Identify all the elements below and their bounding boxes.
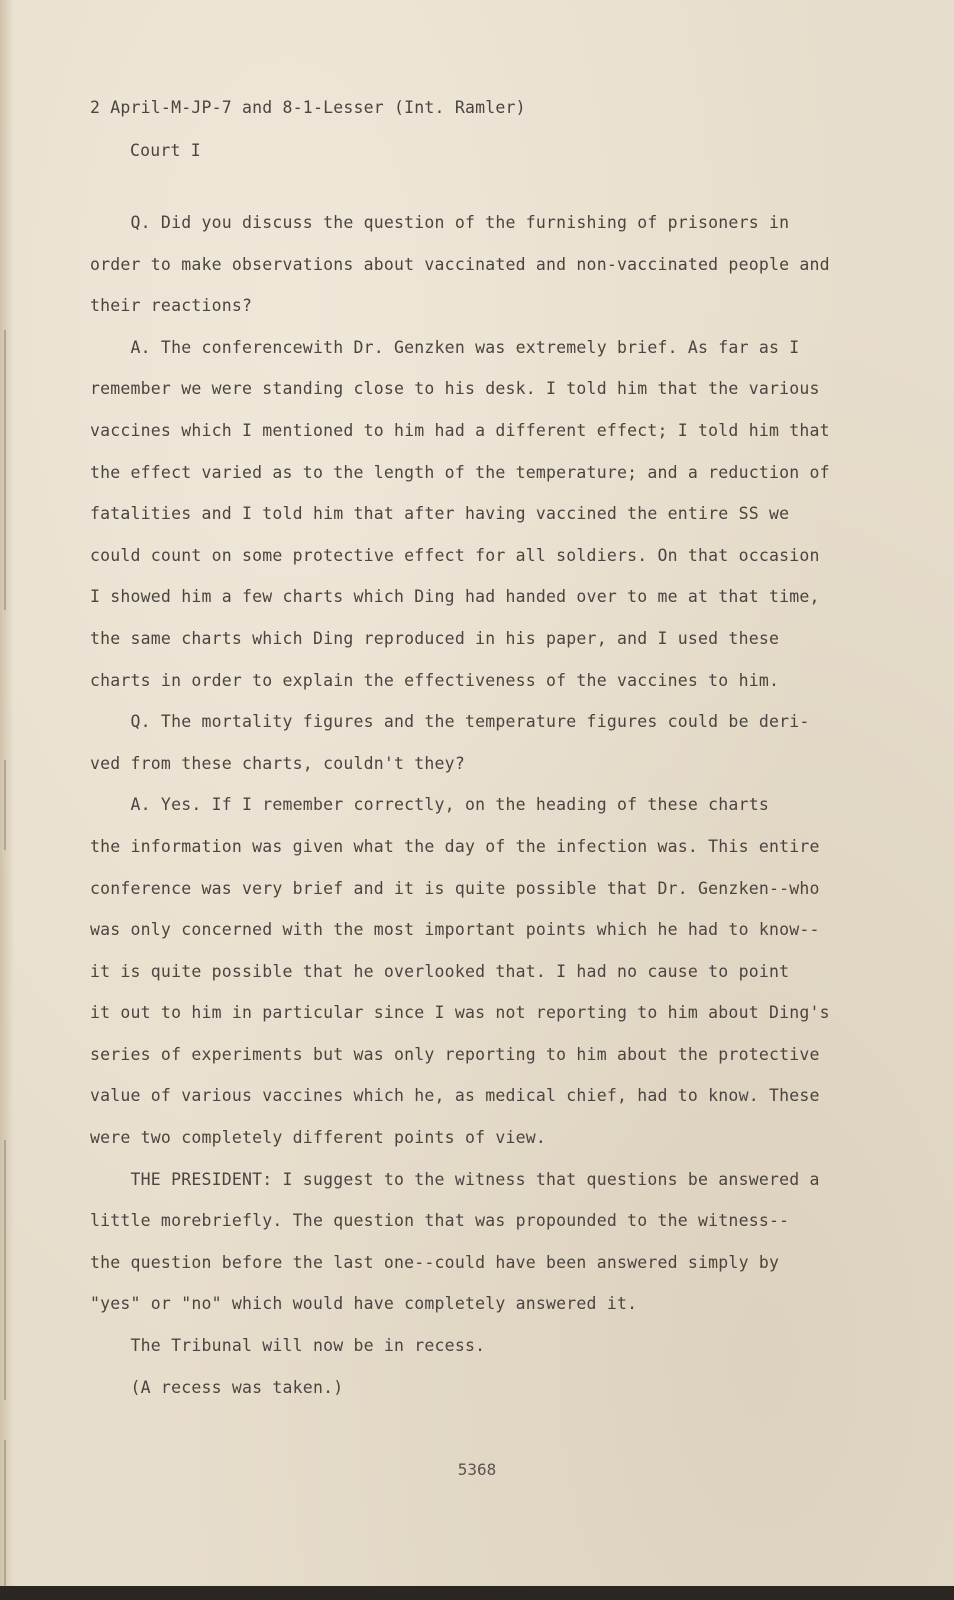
transcript-line: "yes" or "no" which would have completely answered it. — [90, 1294, 638, 1314]
transcript-line: the information was given what the day of the infection was. This entire — [90, 836, 820, 856]
transcript-body — [90, 202, 842, 1408]
transcript-line: (A recess was taken.) — [90, 1377, 344, 1397]
page-number: 5368 — [457, 1460, 497, 1479]
transcript-line: I showed him a few charts which Ding had handed over to me at that time, — [90, 587, 820, 607]
transcript-line: were two completely different points of view. — [90, 1128, 547, 1148]
header-reference: 2 April-M-JP-7 and 8-1-Lesser (Int. Ramler) — [90, 98, 526, 117]
transcript-line: the effect varied as to the length of the temperature; and a reduction of — [90, 462, 830, 482]
transcript-line: fatalities and I told him that after having vaccined the entire SS we — [90, 504, 790, 524]
transcript-line: charts in order to explain the effectiveness of the vaccines to him. — [90, 670, 780, 690]
transcript-line: conference was very brief and it is quite possible that Dr. Genzken--who — [90, 878, 820, 898]
transcript-line: A. The conferencewith Dr. Genzken was extremely brief. As far as I — [90, 337, 800, 357]
transcript-line: THE PRESIDENT: I suggest to the witness that questions be answered a — [90, 1169, 820, 1189]
paper-edge-mark — [4, 330, 6, 610]
transcript-line: was only concerned with the most important points which he had to know-- — [90, 920, 820, 940]
transcript-line: it out to him in particular since I was not reporting to him about Ding's — [90, 1003, 830, 1023]
transcript-line: could count on some protective effect for all soldiers. On that occasion — [90, 545, 820, 565]
paper-left-edge — [0, 0, 14, 1600]
transcript-line: the same charts which Ding reproduced in his paper, and I used these — [90, 628, 780, 648]
transcript-line: ved from these charts, couldn't they? — [90, 753, 465, 773]
paper-edge-mark — [4, 1140, 6, 1400]
transcript-line: The Tribunal will now be in recess. — [90, 1336, 486, 1356]
transcript-line: A. Yes. If I remember correctly, on the heading of these charts — [90, 795, 769, 815]
transcript-line: it is quite possible that he overlooked that. I had no cause to point — [90, 961, 790, 981]
transcript-line: vaccines which I mentioned to him had a different effect; I told him that — [90, 420, 830, 440]
transcript-text — [90, 86, 842, 1408]
paper-edge-mark — [4, 760, 6, 850]
transcript-line: series of experiments but was only reporting to him about the protective — [90, 1044, 820, 1064]
transcript-line: little morebriefly. The question that was propounded to the witness-- — [90, 1211, 790, 1231]
transcript-line: Q. Did you discuss the question of the furnishing of prisoners in — [90, 213, 790, 232]
transcript-line: Q. The mortality figures and the temperature figures could be deri- — [90, 712, 810, 732]
transcript-line: the question before the last one--could have been answered simply by — [90, 1252, 780, 1272]
scan-bottom-border — [0, 1586, 954, 1600]
transcript-line: remember we were standing close to his desk. I told him that the various — [90, 379, 820, 399]
transcript-line: their reactions? — [90, 296, 253, 316]
header-court: Court I — [130, 141, 201, 160]
transcript-line: order to make observations about vaccinated and non-vaccinated people and — [90, 254, 830, 274]
transcript-line: value of various vaccines which he, as medical chief, had to know. These — [90, 1086, 820, 1106]
